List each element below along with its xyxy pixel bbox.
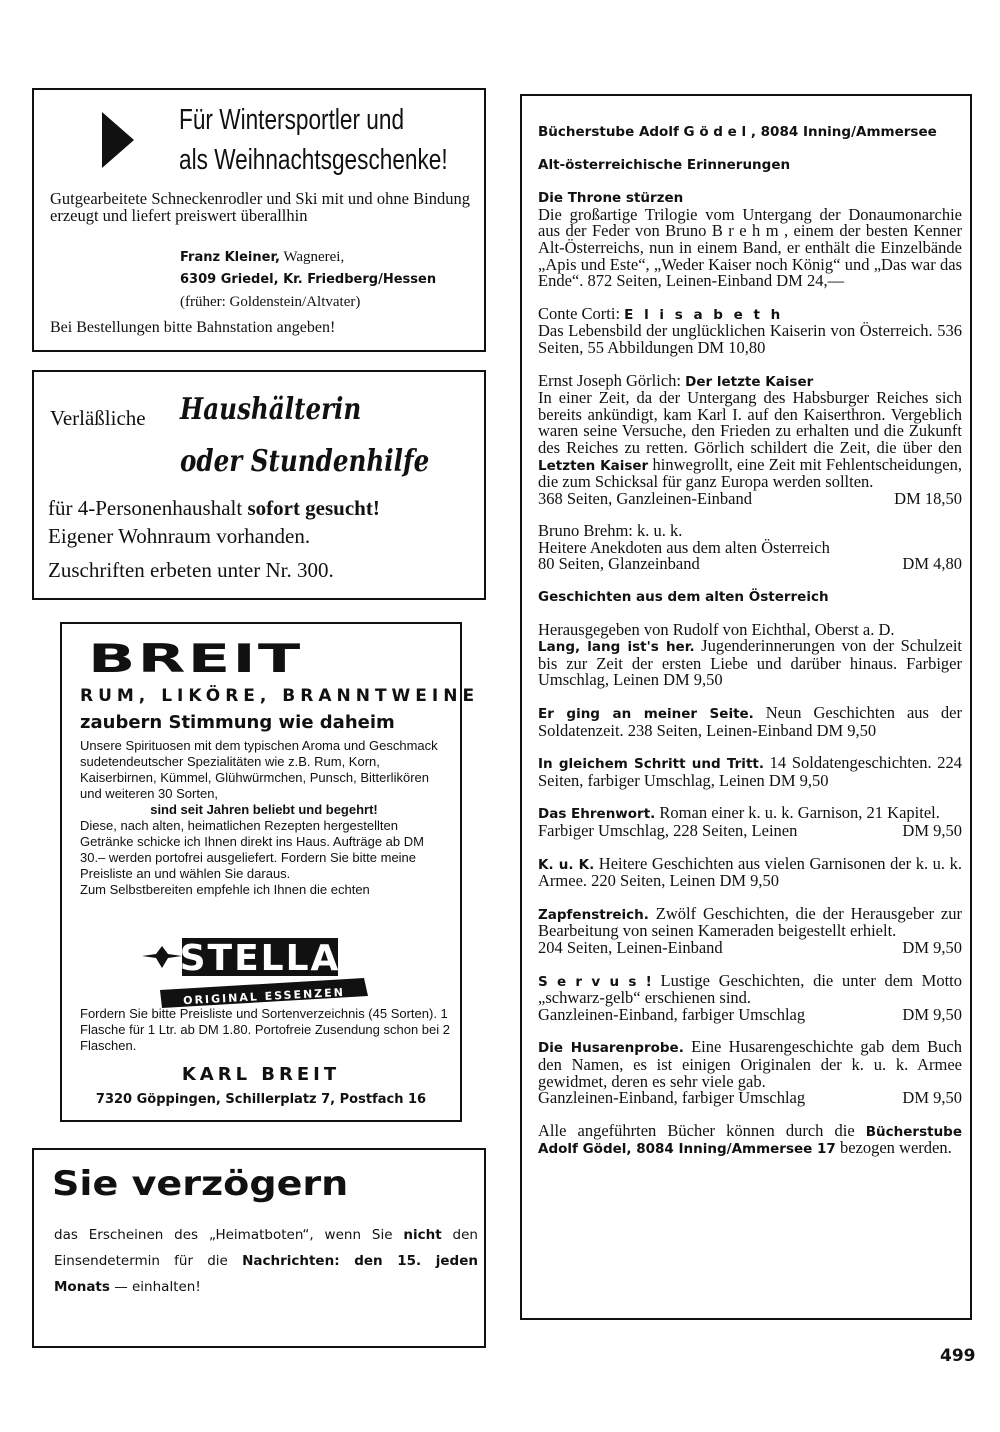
stella-logo: [142, 924, 402, 1014]
stella-banner-text: ORIGINAL ESSENZEN: [182, 985, 346, 1008]
page-number: 499: [940, 1346, 976, 1366]
bookstore-ad: [520, 94, 972, 1320]
ad-body: Gutgearbeitete Schneckenrodler und Ski mit und ohne Bindung erzeugt und liefert preiswert überallhin: [50, 189, 470, 225]
ad-verzoegern: [32, 1148, 486, 1348]
book-entry: S e r v u s ! Lustige Geschichten, die unter dem Motto „schwarz-gelb“ erschienen sind. Ganzleinen-Einband, farbiger Umschlag DM 9,50: [538, 970, 962, 1024]
ad-line-3: Zuschriften erbeten unter Nr. 300.: [48, 558, 334, 582]
ad-haushaelterin: [32, 370, 486, 600]
arrow-right-icon: [102, 112, 134, 168]
ad-script-headline-2: oder Stundenhilfe: [180, 444, 430, 479]
book-entry: Zapfenstreich. Zwölf Geschichten, die der Herausgeber zur Bearbeitung von seinen Kameraden beigestellt erhielt. 204 Seiten, Leinen-Einband DM 9,50: [538, 903, 962, 957]
book-entry: Bruno Brehm: k. u. k. Heitere Anekdoten aus dem alten Österreich 80 Seiten, Glanzeinband DM 4,80: [538, 521, 962, 574]
ad-wintersport: [32, 88, 486, 352]
book-entry: In gleichem Schritt und Tritt. 14 Soldatengeschichten. 224 Seiten, farbiger Umschlag, Leinen DM 9,50: [538, 753, 962, 790]
book-entry: K. u. K. Heitere Geschichten aus vielen Garnisonen der k. u. k. Armee. 220 Seiten, Leinen DM 9,50: [538, 853, 962, 891]
bookstore-closing: Alle angeführten Bücher können durch die Bücherstube Adolf Gödel, 8084 Inning/Ammersee 17 bezogen werden.: [538, 1120, 962, 1158]
ad-script-headline-1: Haushälterin: [180, 392, 362, 427]
star-icon: [142, 946, 182, 968]
ad-company-address: 7320 Göppingen, Schillerplatz 7, Postfach 16: [95, 1092, 427, 1107]
ad-headline: Sie verzögern: [52, 1164, 349, 1204]
book-entry: Herausgegeben von Rudolf von Eichthal, Oberst a. D. Lang, lang ist's her. Jugenderinnerungen von der Schulzeit bis zur Zeit der ersten Liebe und darüber hinaus. Farbiger Umschlag, Leinen DM 9,50: [538, 619, 962, 690]
ad-line-1: für 4-Personenhaushalt sofort gesucht!: [48, 496, 380, 520]
book-entry: Ernst Joseph Görlich: Der letzte Kaiser In einer Zeit, da der Untergang des Habsburger Reiches sich bereits ankündigt, kam Karl I. auf den Kaiserthron. Vergeblich waren seine Versuche, den Frieden zu erhalten und die Zukunft des Reiches zu retten. Görlich schildert die Zeit, die über den Letzten Kaiser hinwegrollt, eine Zeit mit Fehlentscheidungen, die zum Schicksal für ganz Europa werden sollten. 368 Seiten, Ganzleinen-Einband DM 18,50: [538, 370, 962, 508]
brand-logo: BREIT: [88, 636, 303, 682]
ad-company: KARL BREIT: [181, 1064, 341, 1085]
ad-text: das Erscheinen des „Heimatboten“, wenn Sie nicht den Einsendetermin für die Nachrichten: den 15. jeden Monats — einhalten!: [54, 1227, 478, 1295]
ad-headline: Für Wintersportler und als Weihnachtsgeschenke!: [179, 104, 448, 176]
ad-slogan: zaubern Stimmung wie daheim: [80, 712, 395, 733]
ad-text: Unsere Spirituosen mit dem typischen Aroma und Geschmack sudetendeutscher Spezialitäten wie z.B. Rum, Korn, Kaiserbirnen, Kümmel, Glühwürmchen, Punsch, Bitterlikören und weiteren 30 Sorten, sind seit Jahren beliebt und begehrt! Diese, nach alten, heimatlichen Rezepten hergestellten Getränke schicke ich Ihnen direkt ins Haus. Aufträge ab DM 30.– werden portofrei ausgeliefert. Fordern Sie bitte meine Preisliste an und wählen Sie daraus. Zum Selbstbereiten empfehle ich Ihnen die echten: [80, 738, 438, 897]
book-entry: Die Husarenprobe. Eine Husarengeschichte gab dem Buch den Namen, es ist einigen Originalen der k. u. k. Armee gewidmet, deren es sehr viele gab. Ganzleinen-Einband, farbiger Umschlag DM 9,50: [538, 1037, 962, 1108]
ad-order-text: Fordern Sie bitte Preisliste und Sortenverzeichnis (45 Sorten). 1 Flasche für 1 Ltr. ab DM 1.80. Portofreie Zusendung schon bei 2 Flaschen.: [80, 1006, 450, 1053]
ad-address: Franz Kleiner, Wagnerei, 6309 Griedel, Kr. Friedberg/Hessen (früher: Goldenstein/Altvater): [180, 249, 437, 310]
ad-products: RUM, LIKÖRE, BRANNTWEINE: [80, 686, 480, 706]
section-heading: Alt-österreichische Erinnerungen: [538, 156, 791, 173]
ad-label: Verläßliche: [50, 406, 146, 430]
stella-word: STELLA: [179, 938, 341, 979]
book-entry: Conte Corti: E l i s a b e t h Das Lebensbild der unglücklichen Kaiserin von Österreich. 536 Seiten, 55 Abbildungen DM 10,80: [538, 303, 962, 357]
book-entry: Er ging an meiner Seite. Neun Geschichten aus der Soldatenzeit. 238 Seiten, Leinen-Einband DM 9,50: [538, 703, 962, 740]
book-entry: Die Throne stürzen Die großartige Trilogie vom Untergang der Donaumonarchie aus der Feder von Bruno B r e h m , einem der besten Kenner Alt-Österreichs, nun in einem Band, er enthält die Einzelbände „Apis und Este“, „Weder Kaiser noch König“ und „Das war das Ende“. 872 Seiten, Leinen-Einband DM 24,—: [538, 190, 962, 291]
ad-footer: Bei Bestellungen bitte Bahnstation angeben!: [50, 319, 336, 336]
book-entry: Das Ehrenwort. Roman einer k. u. k. Garnison, 21 Kapitel. Farbiger Umschlag, 228 Seiten, Leinen DM 9,50: [538, 803, 962, 840]
section-heading: Geschichten aus dem alten Österreich: [538, 589, 829, 606]
ad-breit: [60, 622, 480, 1122]
ad-line-2: Eigener Wohnraum vorhanden.: [48, 524, 311, 548]
bookstore-header: Bücherstube Adolf G ö d e l , 8084 Inning/Ammersee: [538, 124, 937, 140]
